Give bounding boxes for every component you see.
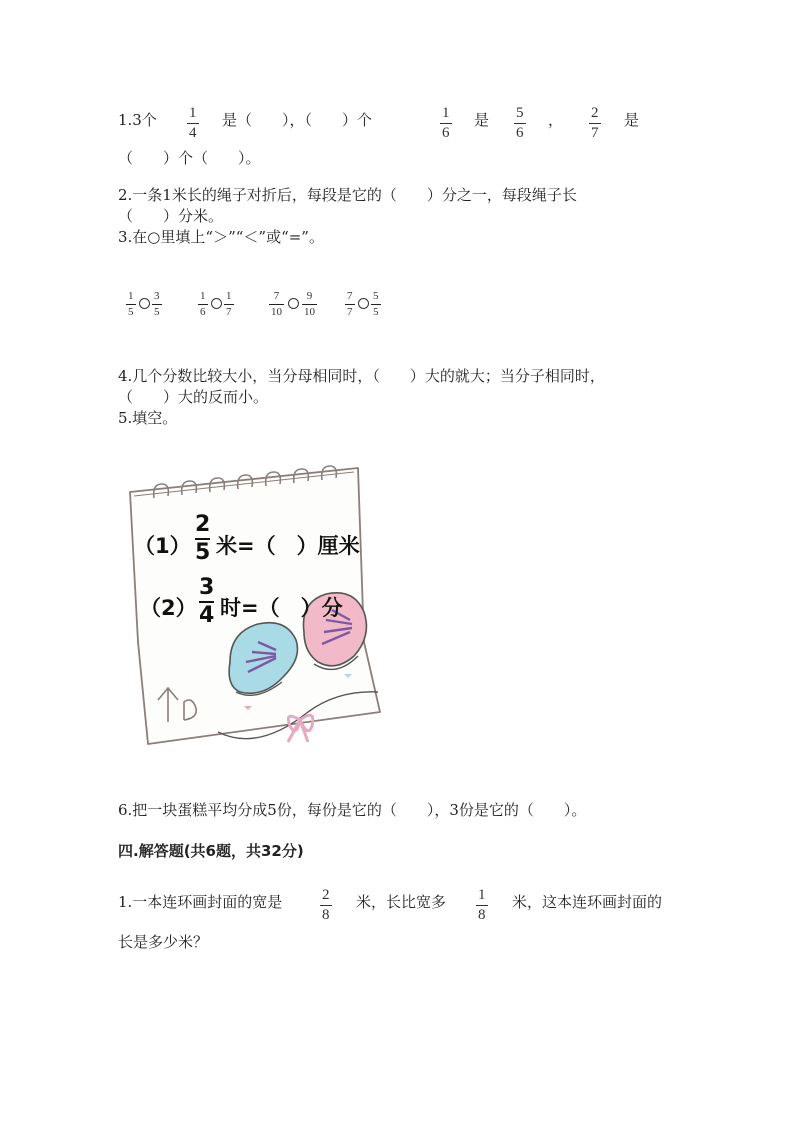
fraction-denominator: 5	[154, 306, 160, 318]
fraction-denominator: 7	[347, 306, 353, 318]
fraction-bar	[198, 304, 208, 305]
fraction-denominator: 8	[478, 907, 486, 923]
q4-line1: 4.几个分数比较大小，当分母相同时，（ ）大的就大；当分子相同时，	[118, 367, 605, 385]
q3-item1-right-fraction	[152, 291, 162, 318]
q1-line2: （ ）个（ ）。	[118, 149, 261, 167]
q1-fraction-3	[514, 106, 526, 141]
fraction-bar	[440, 123, 452, 124]
q3-item4-right-fraction	[371, 291, 381, 318]
q3-item2-right-fraction	[224, 291, 234, 318]
fraction-bar	[345, 304, 355, 305]
fraction-numerator: 1	[442, 105, 450, 121]
s4q1-fraction-1	[320, 888, 332, 923]
fraction-denominator: 5	[128, 306, 134, 318]
s4q1-fraction-2	[476, 888, 488, 923]
fraction-numerator: 3	[199, 575, 215, 600]
q3-item4-compare-circle[interactable]	[358, 298, 369, 309]
fraction-denominator: 6	[442, 125, 450, 141]
fraction-numerator: 1	[128, 290, 134, 302]
q3-item1-left-fraction	[126, 291, 136, 318]
q6-text: 6.把一块蛋糕平均分成5份，每份是它的（ ），3份是它的（ ）。	[118, 801, 587, 819]
fraction-bar	[302, 304, 317, 305]
q3-item1-compare-circle[interactable]	[139, 298, 150, 309]
q1-fraction-2	[440, 106, 452, 141]
fraction-numerator: 2	[322, 887, 330, 903]
fraction-bar	[152, 304, 162, 305]
fraction-denominator: 5	[373, 306, 379, 318]
fraction-denominator: 4	[199, 603, 215, 628]
fraction-denominator: 10	[271, 306, 282, 318]
fraction-denominator: 4	[189, 125, 197, 141]
fraction-numerator: 2	[591, 105, 599, 121]
q3-item3-left-fraction	[269, 291, 284, 318]
q2-line2: （ ）分米。	[118, 207, 224, 225]
q1-text-part1: 1.3个	[118, 111, 157, 129]
card-item1-fraction	[195, 514, 210, 564]
q1-fraction-4	[589, 106, 601, 141]
fraction-numerator: 2	[195, 512, 211, 537]
q1-text-part3: 是	[474, 111, 490, 129]
fraction-numerator: 1	[226, 290, 232, 302]
q1-text-part4: ，	[548, 111, 564, 129]
fraction-numerator: 9	[306, 290, 313, 302]
q5-title: 5.填空。	[118, 409, 178, 427]
fraction-denominator: 7	[591, 125, 599, 141]
q3-item2-left-fraction	[198, 291, 208, 318]
fraction-denominator: 5	[195, 540, 211, 565]
fraction-bar	[514, 123, 526, 124]
fraction-numerator: 1	[478, 887, 486, 903]
fraction-numerator: 1	[189, 105, 197, 121]
q4-line2: （ ）大的反而小。	[118, 388, 269, 406]
card-item2-prefix: （2）	[140, 596, 197, 620]
card-item1-suffix: 米=（ ）厘米	[216, 534, 360, 558]
fraction-numerator: 1	[200, 290, 206, 302]
q3-item3-right-fraction	[302, 291, 317, 318]
fraction-denominator: 10	[304, 306, 315, 318]
card-item2-fraction	[199, 577, 214, 627]
fraction-bar	[126, 304, 136, 305]
fraction-numerator: 5	[516, 105, 524, 121]
fraction-numerator: 5	[373, 290, 379, 302]
fraction-denominator: 6	[516, 125, 524, 141]
fraction-numerator: 7	[273, 290, 280, 302]
q3-item2-compare-circle[interactable]	[211, 298, 222, 309]
q2-line1: 2.一条1米长的绳子对折后，每段是它的（ ）分之一，每段绳子长	[118, 186, 577, 204]
fraction-bar	[476, 905, 488, 906]
fraction-bar	[589, 123, 601, 124]
card-item1-prefix: （1）	[134, 534, 191, 558]
section4-heading: 四.解答题(共6题，共32分)	[118, 842, 304, 860]
fraction-bar	[371, 304, 381, 305]
q3-title: 3.在○里填上“＞”“＜”或“=”。	[118, 228, 324, 246]
fraction-bar	[187, 123, 199, 124]
s4q1-text-part1: 1.一本连环画封面的宽是	[118, 893, 283, 911]
q3-item4-left-fraction	[345, 291, 355, 318]
fraction-bar	[320, 905, 332, 906]
s4q1-text-part2: 米，长比宽多	[356, 893, 447, 911]
q1-text-part5: 是	[624, 111, 640, 129]
fraction-denominator: 7	[226, 306, 232, 318]
fraction-bar	[269, 304, 284, 305]
s4q1-line2: 长是多少米？	[118, 933, 209, 951]
fraction-denominator: 6	[200, 306, 206, 318]
fraction-numerator: 7	[347, 290, 353, 302]
fraction-denominator: 8	[322, 907, 330, 923]
q1-text-part2: 是（ ），（ ）个	[222, 111, 373, 129]
q3-item3-compare-circle[interactable]	[288, 298, 299, 309]
s4q1-text-part3: 米，这本连环画封面的	[512, 893, 663, 911]
fraction-numerator: 3	[154, 290, 160, 302]
fraction-bar	[224, 304, 234, 305]
q1-fraction-1	[187, 106, 199, 141]
card-item2-suffix: 时=（ ）分	[220, 596, 343, 620]
